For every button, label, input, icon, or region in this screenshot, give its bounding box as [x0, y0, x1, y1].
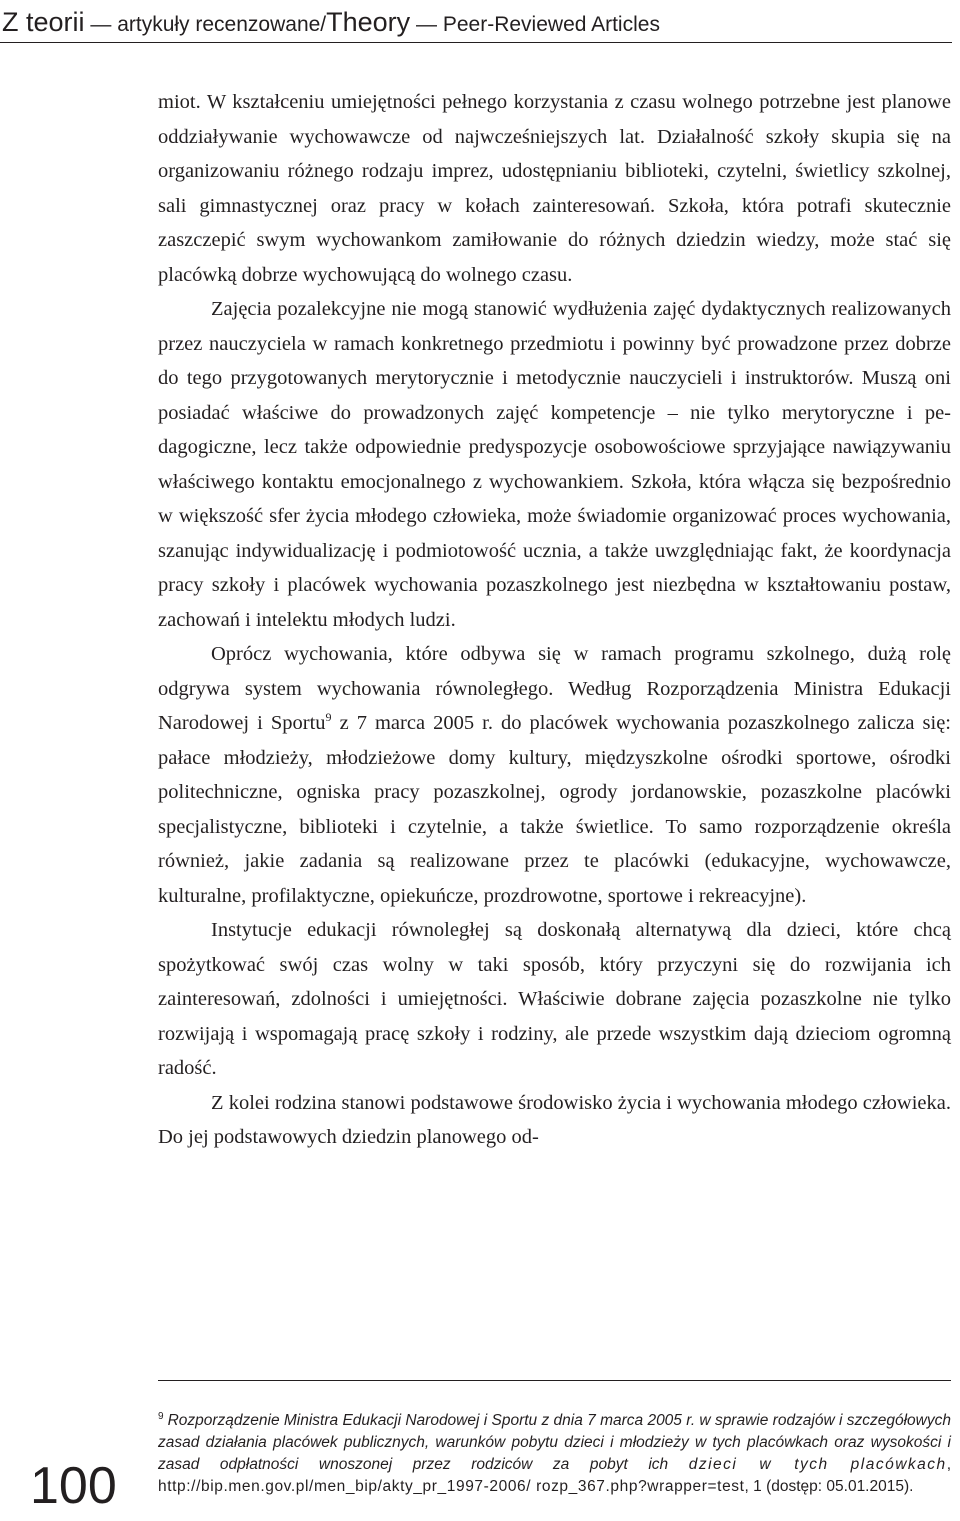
- footnote-citation: Rozporządzenie Ministra Edukacji Narodowej i Sportu z dnia 7 marca 2005 r. w sprawie rodzajów i szczegółowych zasad działania placówek publicznych, warunków pobytu dzieci i młodzieży w tych placówkach oraz wysokości i zasad odpłatności wnoszonej przez rodziców za pobyt ich: [158, 1412, 951, 1474]
- footnote-comma: ,: [946, 1456, 951, 1474]
- header-separator: —: [410, 13, 443, 36]
- paragraph-1: miot. W kształceniu umiejętności pełnego korzystania z czasu wolnego potrzebne jest planowe oddziaływanie wychowawcze od najwcześniejszych lat. Działalność szkoły skupia się na organizowaniu różnego rodzaju imprez, udostępnianiu biblioteki, czytelni, świetlicy szkolnej, sali gimnastycznej oraz pracy w kołach zainteresowań. Szkoła, która potrafi skutecznie zaszczepić swym wychowankom zamiłowanie do różnych dziedzin wiedzy, może stać się placówką dobrze wychowującą do wolnego czasu.: [158, 91, 951, 286]
- paragraph-5: Z kolei rodzina stanowi podstawowe środowisko życia i wychowania młodego człowieka. Do jej podstawowych dziedzin planowego od-: [158, 1091, 951, 1148]
- page-number: 100: [30, 1457, 117, 1515]
- running-header: [2, 0, 952, 44]
- footnote-rule: [158, 1380, 951, 1381]
- header-subtitle-en: Peer-Reviewed Articles: [442, 13, 660, 36]
- footnote-access-date: , 1 (dostęp: 05.01.2015).: [744, 1478, 914, 1496]
- header-subtitle-pl: artykuły recenzowane/: [117, 13, 327, 36]
- paragraph-3-text-after-ref: z 7 marca 2005 r. do placówek wychowania pozaszkolnego zalicza się: pałace młodzieży, młodzieżowe domy kultury, międzyszkolne ośrodki sportowe, ośrodki politechniczne, ogniska pracy pozaszkolnej, ogrody jordanowskie, pozaszkolne placówki specjalistyczne, biblioteki i czytelnie, a także świetlice. To samo rozporządzenie określa również, jakie zadania są realizowane przez te placówki (edukacyjne, wychowawcze, kulturalne, profilaktyczne, opiekuńcze, prozdrowotne, sportowe i rekreacyjne).: [158, 712, 951, 907]
- header-section-en: Theory: [326, 7, 411, 37]
- footnote-reference-9[interactable]: 9: [325, 710, 332, 725]
- footnote-url-link[interactable]: http://bip.men.gov.pl/men_bip/akty_pr_1997-2006/ rozp_367.php?wrapper=test: [158, 1478, 745, 1496]
- paragraph-3: [158, 637, 951, 913]
- header-section-pl: Z teorii: [2, 7, 85, 37]
- header-rule: [0, 42, 952, 43]
- paragraph-4: Instytucje edukacji równoległej są doskonałą alternatywą dla dzieci, które chcą spożytkować swój czas wolny w taki sposób, który przyczyni się do rozwijania ich zainteresowań, zdolności i umiejętności. Właściwie dobrane zajęcia pozaszkolne nie tylko rozwijają i wspomagają pracę szkoły i rodziny, ale przede wszystkim dają dzieciom ogromną radość.: [158, 919, 951, 1079]
- header-separator: —: [84, 13, 118, 36]
- paragraph-2: Zajęcia pozalekcyjne nie mogą stanowić wydłużenia zajęć dydaktycznych realizowanych przez nauczyciela w ramach konkretnego przedmiotu i powinny być prowadzone przez dobrze do tego przygotowanych merytorycznie i metodycznie nauczycieli i instruktorów. Muszą oni posiadać właściwe do prowadzonych zajęć kompetencje – nie tylko merytoryczne i pedagogiczne, lecz także odpowiednie predyspozycje osobowościowe sprzyjające nawiązywaniu właściwego kontaktu emocjonalnego z wychowankiem. Szkoła, która włącza się bezpośrednio w większość sfer życia młodego człowieka, może świadomie organizować proces wychowania, szanując indywidualizację i podmiotowość ucznia, a także uwzględniając fakt, że koordynacja pracy szkoły i placówek wychowania pozaszkolnego jest niezbędna w kształtowaniu postaw, zachowań i intelektu młodych ludzi.: [158, 298, 951, 631]
- footnote-number: 9: [158, 1411, 164, 1422]
- paragraph-3-text-before-ref: Oprócz wychowania, które odbywa się w ramach programu szkolnego, dużą rolę odgrywa system wychowania równoległego. Według Rozporządzenia Ministra Edukacji Narodowej i Sportu: [158, 643, 951, 734]
- footnote-citation-spaced: dzieci w tych placówkach: [688, 1456, 947, 1474]
- footnote-9: [158, 1406, 951, 1498]
- article-body: [158, 85, 951, 1155]
